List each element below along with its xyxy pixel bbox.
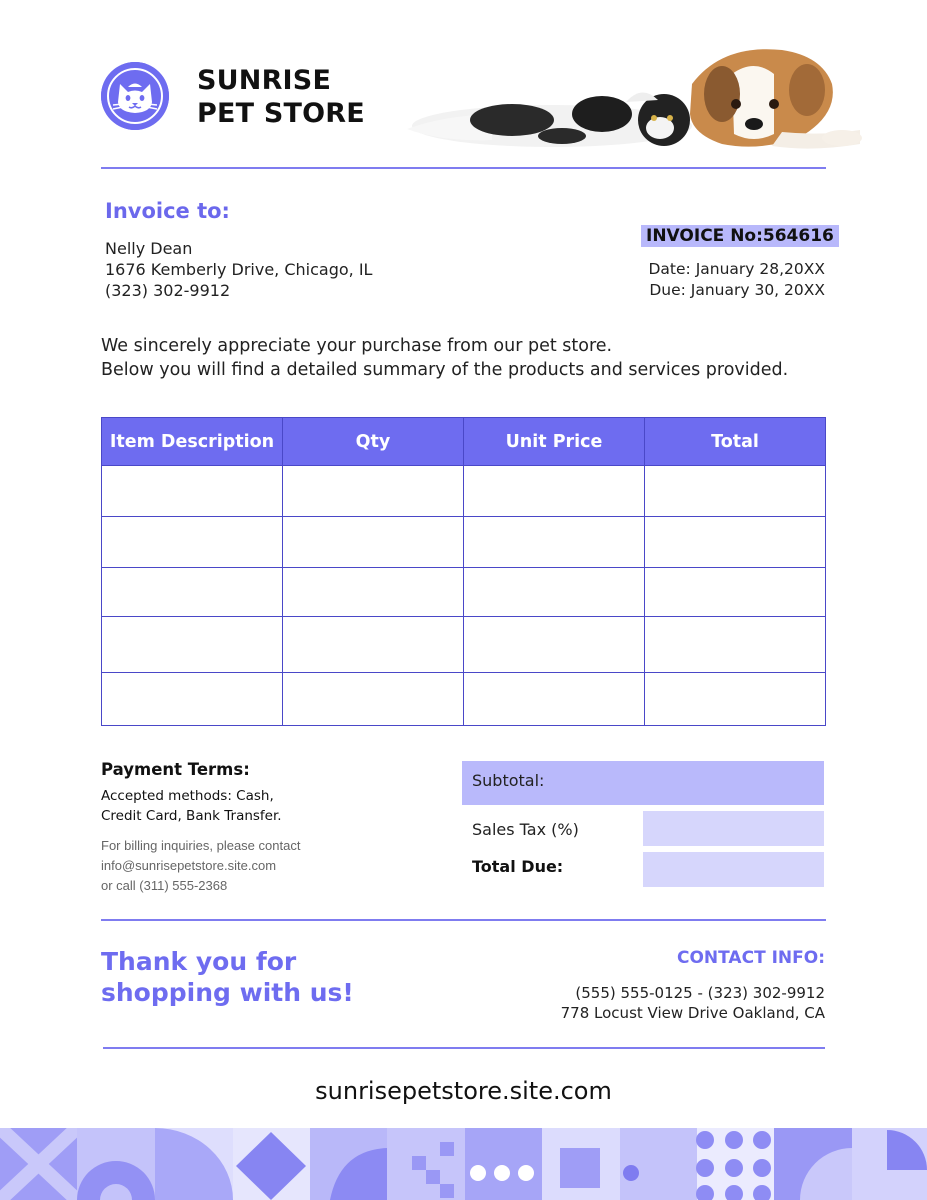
table-row [102, 617, 826, 673]
customer-address: 1676 Kemberly Drive, Chicago, IL [105, 260, 373, 279]
table-cell[interactable] [283, 617, 464, 673]
table-cell[interactable] [645, 568, 826, 617]
table-cell[interactable] [102, 466, 283, 517]
table-cell[interactable] [102, 617, 283, 673]
totals-divider [101, 919, 826, 921]
cat-dog-logo-icon [101, 62, 169, 130]
store-name-line2: PET STORE [197, 98, 365, 129]
store-name-line1: SUNRISE [197, 65, 332, 96]
payment-terms-title: Payment Terms: [101, 760, 250, 779]
customer-name: Nelly Dean [105, 239, 193, 258]
thank-you-message [101, 946, 354, 1008]
table-cell[interactable] [464, 466, 645, 517]
table-cell[interactable] [283, 568, 464, 617]
header-item-description: Item Description [102, 418, 283, 466]
intro-text [101, 334, 788, 382]
total-due-label: Total Due: [472, 857, 564, 876]
table-cell[interactable] [645, 466, 826, 517]
intro-line-1: We sincerely appreciate your purchase from our pet store. [101, 336, 613, 356]
payment-methods [101, 786, 282, 826]
billing-contact-phone: or call (311) 555-2368 [101, 878, 228, 893]
items-table [101, 417, 826, 726]
table-header-row [102, 418, 826, 466]
table-cell[interactable] [645, 673, 826, 726]
total-due-value-field[interactable] [643, 852, 824, 887]
table-cell[interactable] [283, 466, 464, 517]
payment-methods-line2: Credit Card, Bank Transfer. [101, 808, 282, 824]
table-cell[interactable] [464, 673, 645, 726]
header-total: Total [645, 418, 826, 466]
cat-and-dog-photo [402, 44, 864, 156]
header-qty: Qty [283, 418, 464, 466]
store-name [197, 64, 365, 130]
table-row [102, 517, 826, 568]
table-cell[interactable] [464, 568, 645, 617]
invoice-to-heading: Invoice to: [105, 199, 230, 223]
header-divider [101, 167, 826, 169]
table-cell[interactable] [102, 517, 283, 568]
customer-details [105, 238, 372, 301]
billing-contact-email: info@sunrisepetstore.site.com [101, 858, 277, 873]
thank-you-line2: shopping with us! [101, 978, 354, 1007]
table-row [102, 568, 826, 617]
table-cell[interactable] [283, 517, 464, 568]
subtotal-label: Subtotal: [472, 771, 545, 790]
store-logo [101, 62, 169, 130]
website-link[interactable]: sunrisepetstore.site.com [315, 1077, 612, 1105]
contact-address: 778 Locust View Drive Oakland, CA [560, 1004, 825, 1022]
footer-divider [103, 1047, 825, 1049]
table-row [102, 673, 826, 726]
sales-tax-value-field[interactable] [643, 811, 824, 846]
table-cell[interactable] [283, 673, 464, 726]
contact-info [561, 983, 825, 1023]
decorative-pattern-strip [0, 1128, 927, 1200]
table-cell[interactable] [645, 617, 826, 673]
invoice-number: INVOICE No:564616 [641, 225, 839, 247]
billing-contact [101, 836, 300, 896]
invoice-due-date: Due: January 30, 20XX [649, 281, 825, 299]
invoice-date: Date: January 28,20XX [648, 260, 825, 278]
contact-phones: (555) 555-0125 - (323) 302-9912 [575, 984, 825, 1002]
contact-info-title: CONTACT INFO: [677, 948, 825, 968]
customer-phone: (323) 302-9912 [105, 281, 231, 300]
table-cell[interactable] [102, 673, 283, 726]
table-cell[interactable] [102, 568, 283, 617]
table-row [102, 466, 826, 517]
invoice-dates [649, 259, 826, 301]
header-unit-price: Unit Price [464, 418, 645, 466]
sales-tax-label: Sales Tax (%) [472, 820, 579, 839]
intro-line-2: Below you will find a detailed summary of the products and services provided. [101, 360, 789, 380]
table-cell[interactable] [464, 517, 645, 568]
billing-contact-line1: For billing inquiries, please contact [101, 838, 301, 853]
table-cell[interactable] [464, 617, 645, 673]
thank-you-line1: Thank you for [101, 947, 297, 976]
table-cell[interactable] [645, 517, 826, 568]
payment-methods-line1: Accepted methods: Cash, [101, 788, 274, 804]
